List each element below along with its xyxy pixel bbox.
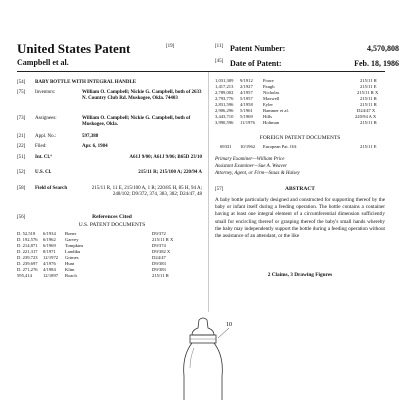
- field-label: Filed:: [35, 144, 47, 149]
- bottle-drawing: [168, 316, 238, 405]
- foreign-patents-title: FOREIGN PATENT DOCUMENTS: [259, 135, 341, 141]
- filed-value: Apr. 6, 1984: [82, 144, 108, 149]
- label-leader: [218, 328, 229, 338]
- ref-class: D9/372: [152, 231, 166, 236]
- ref-date: 8/1971: [43, 249, 56, 254]
- us-patents-subtitle: U.S. PATENT DOCUMENTS: [78, 222, 146, 228]
- ref-number: 1,031,309: [215, 78, 234, 83]
- ref-class: 215/11 R: [152, 273, 169, 278]
- abstract-title: ABSTRACT: [285, 186, 315, 192]
- ref-date: 10/1962: [240, 144, 256, 149]
- ref-number: 2,793,776: [215, 96, 234, 101]
- claims-summary: 2 Claims, 3 Drawing Figures: [267, 272, 333, 278]
- ref-date: 4/1958: [240, 102, 253, 107]
- field-num: [73]: [17, 116, 26, 121]
- field-label: U.S. Cl.: [35, 170, 52, 175]
- ref-name: Grimes: [65, 255, 79, 260]
- field-num: [58]: [17, 186, 26, 191]
- ref-class: 215/11 R X: [152, 237, 174, 242]
- ref-class: D9/382 X: [152, 249, 171, 254]
- patent-date-tag: [45]: [215, 59, 224, 64]
- field-num: [54]: [17, 80, 26, 85]
- field-num: [52]: [17, 170, 26, 175]
- abstract-num: [57]: [215, 187, 224, 192]
- ref-date: 6/1969: [43, 243, 56, 248]
- header-rule: [17, 71, 385, 72]
- assignees-value: William O. Campbell; Nickie G. Campbell, both of Muskogee, Okla.: [82, 116, 191, 127]
- ref-name: Paugh: [263, 84, 275, 89]
- ref-class: 215/11 R: [360, 78, 377, 83]
- ref-class: 215/11 E: [360, 84, 377, 89]
- ref-number: 69331: [220, 144, 232, 149]
- ref-number: 595,414: [17, 273, 32, 278]
- patent-title-tag: [19]: [166, 44, 175, 49]
- column-divider: [208, 72, 209, 312]
- references-num: [56]: [17, 215, 26, 220]
- baby-bottle-illustration: [168, 316, 238, 400]
- ref-class: D9/383: [152, 267, 166, 272]
- ref-number: D. 221,317: [17, 249, 38, 254]
- ref-class: D9/374: [152, 243, 166, 248]
- ref-date: 4/1976: [43, 261, 56, 266]
- ref-number: D. 214,871: [17, 243, 38, 248]
- ref-class: 215/11 R: [360, 96, 377, 101]
- field-int-cl: [17, 155, 202, 168]
- nipple-shape: [192, 318, 214, 335]
- ref-number: D. 192,576: [17, 237, 38, 242]
- ref-name: Poore: [263, 78, 274, 83]
- ref-class: D24/47 X: [357, 108, 376, 113]
- primary-examiner: Primary Examiner—William Price: [215, 157, 285, 162]
- field-search: [17, 186, 202, 212]
- ref-name: European Pat. Off.: [263, 144, 298, 149]
- ref-number: D. 271,276: [17, 267, 38, 272]
- inventor-line: Campbell et al.: [17, 58, 69, 67]
- field-label: Appl. No.:: [35, 134, 57, 139]
- invention-title: BABY BOTTLE WITH INTEGRAL HANDLE: [35, 80, 137, 85]
- ref-date: 5/1969: [240, 114, 253, 119]
- ref-name: Eyler: [263, 102, 273, 107]
- ref-name: Tompkins: [65, 243, 84, 248]
- field-label: Field of Search: [35, 186, 68, 191]
- ref-name: Garvey: [65, 237, 79, 242]
- search-value: 215/11 R, 11 E, 215/100 A, 1 R; 220/85 H, 85 H, 94 A; 248/102; D9/372, 374, 383, 382; D24/47, 48: [91, 186, 202, 197]
- ref-class: 215/11 R: [360, 102, 377, 107]
- ref-name: Hunt: [65, 261, 75, 266]
- ref-date: 11/1976: [240, 120, 255, 125]
- ref-date: 6/1962: [43, 237, 56, 242]
- ref-date: 4/1984: [43, 267, 56, 272]
- field-label: Assignees:: [35, 116, 57, 121]
- ref-number: 2,906,296: [215, 108, 234, 113]
- field-us-cl: [17, 170, 202, 183]
- field-num: [21]: [17, 134, 26, 139]
- patent-title: United States Patent: [17, 41, 131, 56]
- ref-class: 215/11 R: [360, 120, 377, 125]
- ref-number: D. 52,518: [17, 231, 36, 236]
- bottle-highlight: [190, 348, 194, 368]
- references-title: References Cited: [92, 214, 132, 220]
- field-inventors: [17, 90, 202, 110]
- inventors-value: William O. Campbell; Nickie G. Campbell, both of 2633 N. Country Club Rd. Muskogee, Okla. 74403: [82, 90, 202, 101]
- assistant-examiner: Assistant Examiner—Sue A. Weaver: [215, 164, 287, 169]
- field-label: Inventors:: [35, 90, 56, 95]
- ref-name: Hills: [263, 114, 272, 119]
- ref-date: 4/1957: [240, 90, 253, 95]
- field-title: [17, 80, 202, 87]
- field-num: [51]: [17, 155, 26, 160]
- ref-class: 215/11 E: [360, 144, 377, 149]
- int-cl-value: A61J 9/00; A61J 9/06; B65D 23/10: [129, 155, 202, 160]
- ref-class: D9/383: [152, 261, 166, 266]
- patent-date-value: Feb. 18, 1986: [354, 59, 399, 68]
- abstract-text: A baby bottle particularly designed and constructed for supporting thereof by the baby or infant itself during a feeding operation. The bottle contains a container having at least one integral element of a circumferential dimension sufficiently small for encircling thereof or grasping thereof the baby's small hands whereby the baby may independently support the bottle during a feeding operation without the assistance of an attendant, or the like: [215, 197, 385, 240]
- ref-number: 3,443,710: [215, 114, 234, 119]
- ref-date: 12/1897: [43, 273, 59, 278]
- bottle-body: [184, 343, 223, 400]
- field-appl-no: [17, 134, 202, 141]
- ref-class: D24/47: [152, 255, 166, 260]
- ref-name: Boner: [65, 231, 77, 236]
- ref-date: 2/1927: [240, 84, 253, 89]
- ref-class: 220/94 A X: [355, 114, 377, 119]
- ref-class: 215/11 R X: [357, 90, 379, 95]
- ref-number: 2,789,002: [215, 90, 234, 95]
- ref-number: 3,990,596: [215, 120, 234, 125]
- ref-number: 2,831,596: [215, 102, 234, 107]
- ref-date: 12/1972: [43, 255, 59, 260]
- patent-number-value: 4,570,808: [367, 44, 399, 53]
- field-assignees: [17, 116, 202, 130]
- patent-number-label: Patent Number:: [230, 44, 286, 53]
- ref-name: Bammer et al.: [263, 108, 289, 113]
- ref-date: 9/1912: [240, 78, 253, 83]
- ref-number: D. 239,697: [17, 261, 38, 266]
- field-filed: [17, 144, 202, 151]
- patent-date-label: Date of Patent:: [230, 59, 282, 68]
- patent-date-row: [215, 59, 400, 69]
- us-cl-value: 215/11 R; 215/100 A; 220/94 A: [138, 170, 202, 175]
- ref-name: Nicholas: [263, 90, 280, 95]
- ref-name: Maxwell: [263, 96, 280, 101]
- figure-label: 10: [226, 322, 232, 328]
- ref-number: D. 239,723: [17, 255, 38, 260]
- ref-name: Roach: [65, 273, 77, 278]
- patent-number-tag: [11]: [215, 44, 224, 49]
- ref-name: Landiku: [65, 249, 81, 254]
- field-num: [22]: [17, 144, 26, 149]
- ref-number: 1,417,213: [215, 84, 234, 89]
- patent-number-row: [215, 44, 400, 54]
- ref-name: Holtman: [263, 120, 280, 125]
- appl-no-value: 597,388: [82, 134, 99, 139]
- field-label: Int. Cl.⁴: [35, 155, 52, 160]
- attorney-agent: Attorney, Agent, or Firm—Staas & Halsey: [215, 171, 300, 176]
- ref-date: 6/1934: [43, 231, 56, 236]
- ref-date: 5/1961: [240, 108, 253, 113]
- ref-name: Klim: [65, 267, 75, 272]
- ref-date: 5/1957: [240, 96, 253, 101]
- field-num: [75]: [17, 90, 26, 95]
